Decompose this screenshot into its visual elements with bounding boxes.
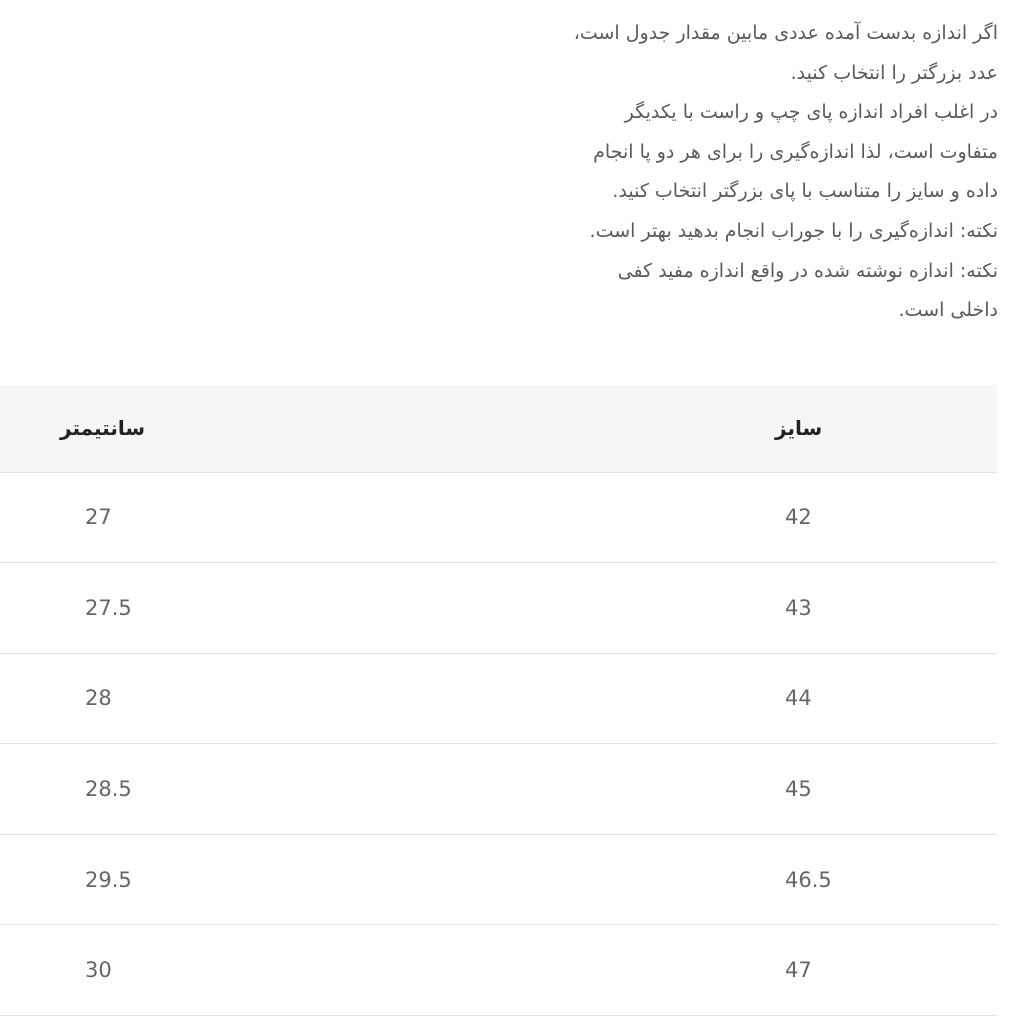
cell-centimeter: 29.5	[85, 867, 132, 892]
table-row	[0, 834, 997, 925]
cell-size: 45	[785, 777, 812, 802]
cell-size: 47	[785, 958, 812, 983]
cell-centimeter: 27.5	[85, 595, 132, 620]
note-line: نکته: اندازه‌گیری را با جوراب انجام بدهید بهتر است.	[589, 219, 998, 242]
note-line: اگر اندازه بدست آمده عددی مابین مقدار جدول است،	[573, 22, 998, 44]
size-guide-notes	[438, 14, 998, 331]
cell-size: 43	[785, 595, 812, 620]
note-line: داخلی است.	[898, 299, 998, 322]
cell-centimeter: 28.5	[85, 777, 132, 802]
size-chart-table	[0, 385, 997, 1016]
cell-size: 44	[785, 686, 812, 711]
header-size: سایز	[775, 416, 823, 441]
table-row	[0, 744, 997, 835]
table-row	[0, 472, 997, 563]
note-line: داده و سایز را متناسب با پای بزرگتر انتخاب کنید.	[612, 180, 998, 203]
cell-centimeter: 30	[85, 958, 112, 983]
cell-size: 42	[785, 505, 812, 530]
note-line: متفاوت است، لذا اندازه‌گیری را برای هر دو پا انجام	[593, 140, 998, 163]
cell-centimeter: 28	[85, 686, 112, 711]
cell-centimeter: 27	[85, 505, 112, 530]
table-row	[0, 653, 997, 744]
table-header-row	[0, 385, 997, 472]
cell-size: 46.5	[785, 867, 832, 892]
table-row	[0, 925, 997, 1016]
note-line: عدد بزرگتر را انتخاب کنید.	[790, 61, 998, 84]
note-line: نکته: اندازه نوشته شده در واقع اندازه مفید کفی	[617, 259, 998, 282]
note-line: در اغلب افراد اندازه پای چپ و راست با یکدیگر	[624, 101, 998, 124]
table-row	[0, 563, 997, 654]
header-centimeter: سانتیمتر	[60, 416, 146, 441]
